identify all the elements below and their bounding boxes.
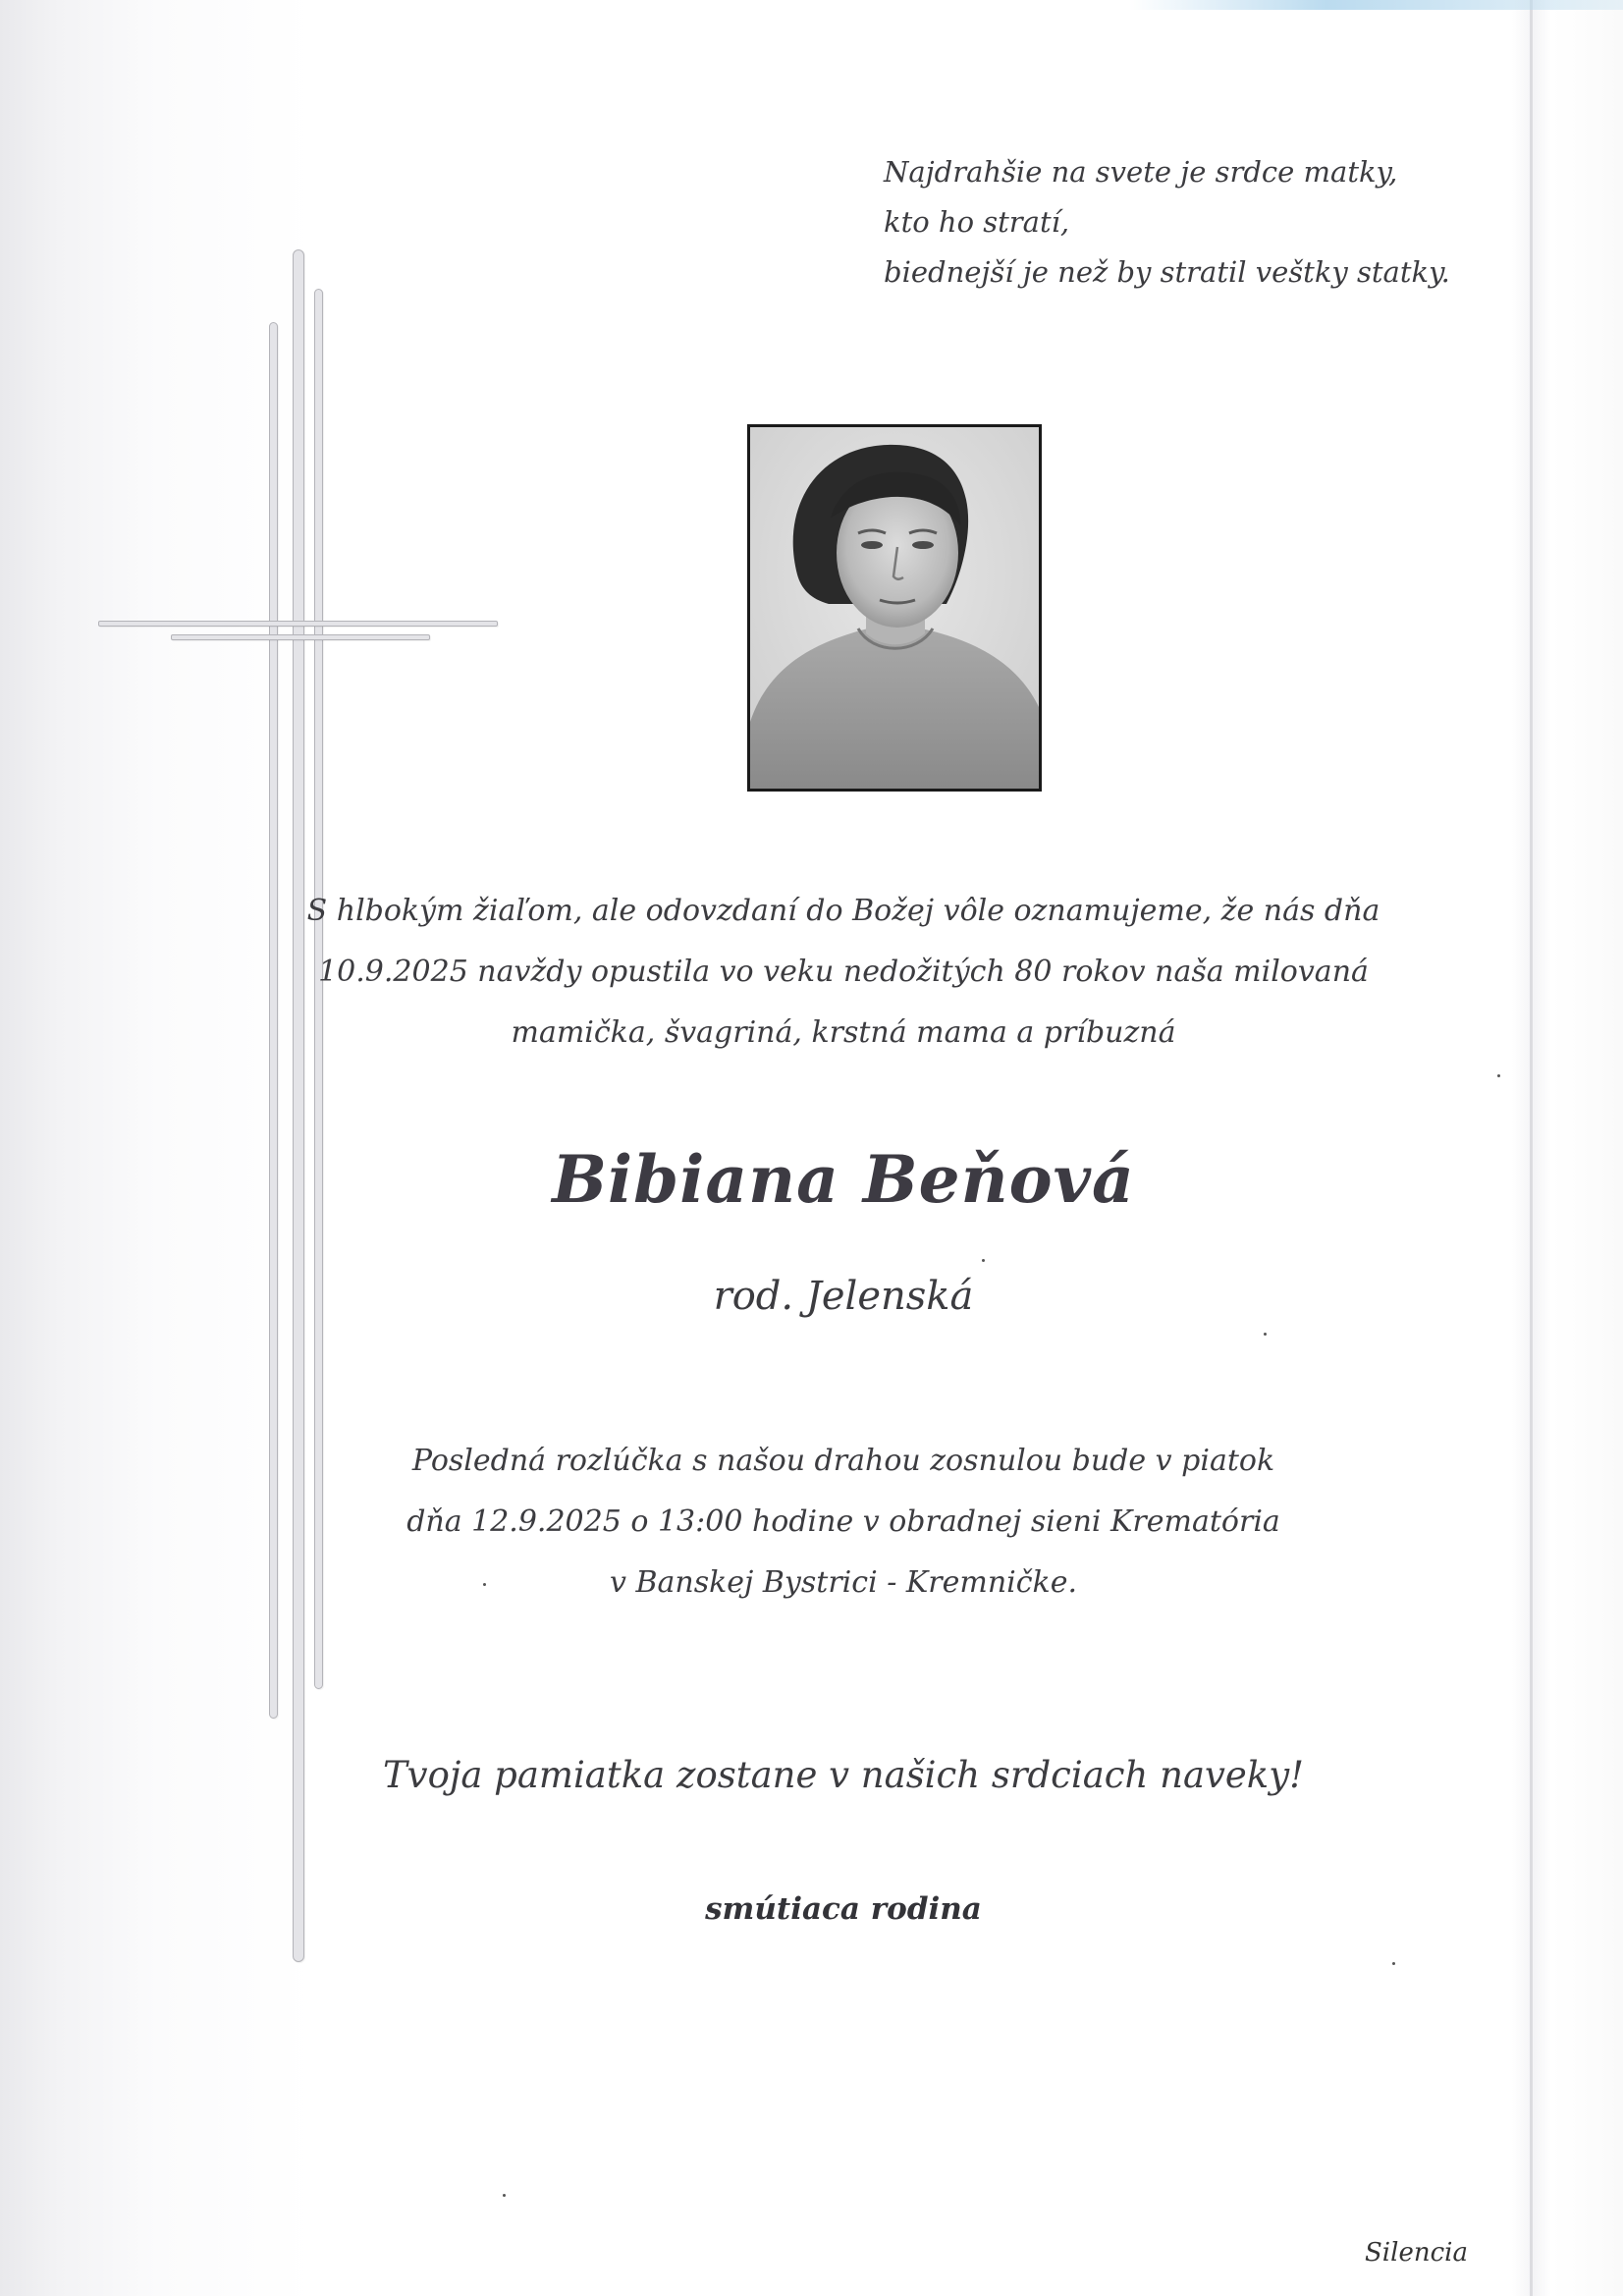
- scan-speck: [982, 1259, 985, 1262]
- announcement-line: S hlbokým žiaľom, ale odovzdaní do Božej vôle oznamujeme, že nás dňa: [306, 894, 1380, 928]
- farewell-line: dňa 12.9.2025 o 13:00 hodine v obradnej sieni Krematória: [406, 1504, 1280, 1539]
- cross-horizontal-top: [98, 621, 498, 627]
- scan-speck: [1264, 1333, 1267, 1336]
- memory-phrase: Tvoja pamiatka zostane v našich srdciach naveky!: [382, 1754, 1304, 1796]
- scan-speck: [483, 1583, 486, 1586]
- farewell-line: Posledná rozlúčka s našou drahou zosnulou bude v piatok: [411, 1444, 1275, 1478]
- announcement-line: 10.9.2025 navždy opustila vo veku nedožitých 80 rokov naša milovaná: [318, 955, 1369, 989]
- maiden-name: rod. Jelenská: [713, 1274, 974, 1319]
- farewell-line: v Banskej Bystrici - Kremničke.: [609, 1565, 1078, 1600]
- scan-speck: [1392, 1962, 1395, 1965]
- scan-speck: [503, 2194, 506, 2197]
- cross-vertical-left: [269, 322, 278, 1719]
- motto-line: Najdrahšie na svete je srdce matky,: [884, 155, 1398, 189]
- family-signature: smútiaca rodina: [705, 1891, 982, 1927]
- paper-edge-line: [1530, 0, 1533, 2296]
- deceased-name: Bibiana Beňová: [552, 1141, 1135, 1218]
- scan-tint: [1129, 0, 1623, 10]
- vendor-mark: Silencia: [1365, 2238, 1468, 2268]
- motto-line: biednejší je než by stratil veštky statky.: [884, 255, 1450, 289]
- scan-speck: [1497, 1074, 1500, 1077]
- portrait-photo: [747, 424, 1042, 792]
- announcement-text: [295, 881, 1392, 1064]
- motto-verse: [884, 147, 1450, 298]
- announcement-line: mamička, švagriná, krstná mama a príbuzná: [511, 1015, 1176, 1050]
- farewell-details: [295, 1431, 1392, 1613]
- portrait-image: [750, 427, 1039, 789]
- cross-vertical-main: [293, 249, 304, 1962]
- cross-horizontal-bottom: [171, 634, 430, 640]
- motto-line: kto ho stratí,: [884, 205, 1070, 239]
